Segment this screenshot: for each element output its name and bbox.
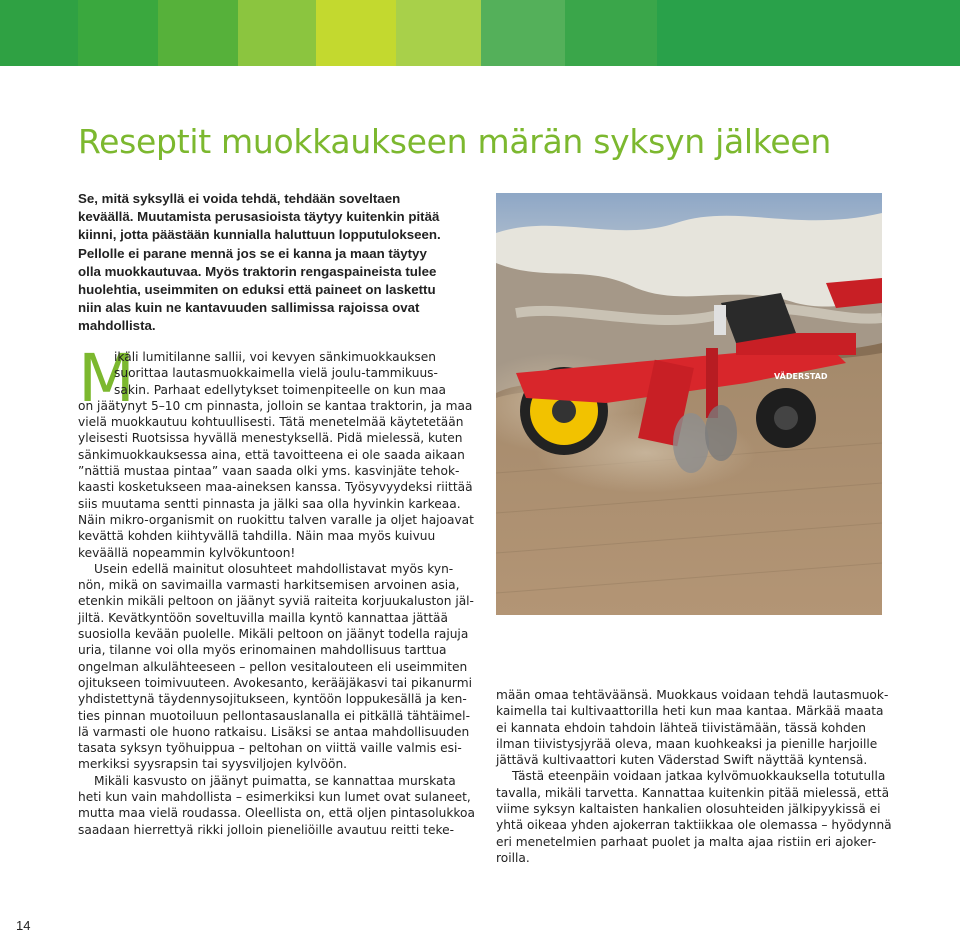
text-line: kaimella tai kultivaattorilla heti kun maa kantaa. Märkää maata	[496, 704, 884, 719]
body-paragraph-2	[78, 561, 478, 773]
text-line: kiinni, jotta päästään kunnialla haluttuun lopputulokseen.	[78, 227, 441, 243]
text-line: sakin. Parhaat edellytykset toimenpiteelle on kun maa	[114, 382, 447, 397]
text-line: ties pinnan muotoiluun pellontasauslanalla ei pitkällä tähtäimel-	[78, 708, 470, 723]
left-column-text	[78, 340, 478, 838]
text-line: ei kannata ehdoin tahdoin lähteä tiivistämään, tässä kohden	[496, 720, 866, 735]
text-line: mään omaa tehtäväänsä. Muokkaus voidaan tehdä lautasmuok-	[496, 688, 889, 702]
text-line: yhdistettynä täydennysojitukseen, kyntöön loppukesällä ja ken-	[78, 692, 467, 707]
body-paragraph-3	[78, 773, 478, 838]
right-paragraph-2	[496, 768, 892, 866]
text-line: huolehtia, useimmiten on eduksi että paineet on laskettu	[78, 282, 436, 298]
text-line: ojitukseen toimivuuteen. Avokesanto, kerääjäkasvi tai pikanurmi	[78, 675, 472, 690]
text-line: mutta maa vielä roudassa. Oleellista on, että oljen pintasolukkoa	[78, 806, 475, 821]
text-line: eri menetelmien parhaat puolet ja malta ajaa ristiin eri ajoker-	[496, 834, 877, 849]
text-line: kaasti kosketukseen maa-aineksen kanssa. Työsyvyydeksi riittää	[78, 480, 473, 495]
text-line: yhtä oikeaa yhden ajokerran taktiikkaa ole olemassa – hyödynnä	[496, 818, 892, 833]
text-line: lä varmasti ole huono ratkaisu. Lisäksi se antaa mahdollisuuden	[78, 724, 470, 739]
text-line: keväällä nopeammin kylvökuntoon!	[78, 545, 296, 560]
text-line: suorittaa lautasmuokkaimella vielä joulu-tammikuus-	[114, 366, 438, 381]
text-line: Tästä eteenpäin voidaan jatkaa kylvömuokkauksella totutulla	[512, 769, 886, 784]
drop-cap: M	[78, 340, 135, 417]
text-line: yleisesti Ruotsissa hyvällä menestyksellä. Pidä mielessä, kuten	[78, 431, 463, 446]
text-line: heti kun vain mahdollista – esimerkiksi kun lumet ovat sulaneet,	[78, 790, 471, 805]
text-line: suosiolla kevään puolelle. Mikäli peltoon on jäänyt todella rajuja	[78, 627, 469, 642]
text-line: keväällä. Muutamista perusasioista täytyy kuitenkin pitää	[78, 209, 440, 225]
text-line: uria, tilanne voi olla myös erinomainen mahdollisuus tarttua	[78, 643, 447, 658]
text-line: olla muokkautuvaa. Myös traktorin rengaspaineista tulee	[78, 263, 437, 279]
text-line: sänkimuokkauksessa aina, että tavoitteena ei ole saada aikaan	[78, 447, 465, 462]
text-line: mahdollista.	[78, 318, 156, 334]
page-number: 14	[16, 918, 31, 933]
header-color-band	[0, 0, 960, 66]
header-band-segment	[78, 0, 158, 66]
header-band-segment	[481, 0, 565, 66]
body-paragraph-1	[78, 340, 478, 561]
header-band-segment	[158, 0, 238, 66]
header-band-segment	[316, 0, 396, 66]
text-line: etenkin mikäli peltoon on jäänyt syviä raiteita korjuukaluston jäl-	[78, 594, 474, 609]
text-line: vielä muokkautuu kohtuullisesti. Tätä menetelmää käytetetään	[78, 415, 464, 430]
implement-brand-label: VÄDERSTAD	[774, 372, 828, 381]
text-line: Pellolle ei parane mennä jos se ei kanna ja maan täytyy	[78, 245, 427, 261]
header-band-segment	[657, 0, 960, 66]
text-line: jiltä. Kevätkyntöön soveltuvilla mailla kyntö kannattaa jättää	[78, 610, 448, 625]
text-line: Näin mikro-organismit on ruokittu talven varalle ja oljet hajoavat	[78, 512, 474, 527]
text-line: merkiksi syysrapsin tai syysviljojen kylvöön.	[78, 757, 348, 772]
tractor-implement-photo	[496, 193, 882, 615]
text-line: nön, mikä on savimailla varmasti harkitsemisen arvoinen asia,	[78, 578, 460, 593]
header-band-segment	[396, 0, 481, 66]
text-line: tasata syksyn työhuippua – peltohan on viittä vaille valmis esi-	[78, 741, 462, 756]
text-line: siis muutama sentti pinnasta ja jälki saa olla hyvinkin karkeaa.	[78, 496, 461, 511]
text-line: ikäli lumitilanne sallii, voi kevyen sänkimuokkauksen	[114, 350, 436, 364]
right-column-text	[496, 687, 892, 866]
right-paragraph-1	[496, 687, 888, 768]
text-line: tavalla, mikäli tarvetta. Kannattaa kuitenkin pitää mielessä, että	[496, 785, 890, 800]
text-line: Se, mitä syksyllä ei voida tehdä, tehdään soveltaen	[78, 191, 401, 206]
text-line: roilla.	[496, 850, 530, 865]
text-line: viime syksyn kaltaisten hankalien olosuhteiden jälkipyykissä ei	[496, 802, 881, 817]
text-line: Mikäli kasvusto on jäänyt puimatta, se kannattaa murskata	[94, 773, 456, 788]
text-line: on jäätynyt 5–10 cm pinnasta, jolloin se kantaa traktorin, ja maa	[78, 398, 473, 413]
lead-paragraph	[78, 190, 470, 336]
header-band-segment	[565, 0, 657, 66]
text-line: Usein edellä mainitut olosuhteet mahdollistavat myös kyn-	[94, 561, 454, 576]
text-line: ilman tiivistysjyrää oleva, maan kuohkeaksi ja pienille harjoille	[496, 736, 878, 751]
header-band-segment	[238, 0, 316, 66]
text-line: jättävä kultivaattori kuten Väderstad Swift näyttää kyntensä.	[496, 753, 868, 768]
text-line: ”nättiä mustaa pintaa” vaan saada olki yms. kasvinjäte tehok-	[78, 464, 460, 479]
text-line: niin alas kuin ne kantavuuden sallimissa rajoissa ovat	[78, 300, 420, 316]
text-line: saadaan hierrettyä rikki jolloin pieneliöille avautuu reitti teke-	[78, 822, 454, 837]
text-line: kevättä kohden kiihtyvällä tahdilla. Näin maa myös kuivuu	[78, 529, 436, 544]
header-band-segment	[0, 0, 78, 66]
text-line: ongelman alkulähteeseen – pellon vesitalouteen eli useimmiten	[78, 659, 468, 674]
page-title: Reseptit muokkaukseen märän syksyn jälkeen	[78, 122, 832, 161]
